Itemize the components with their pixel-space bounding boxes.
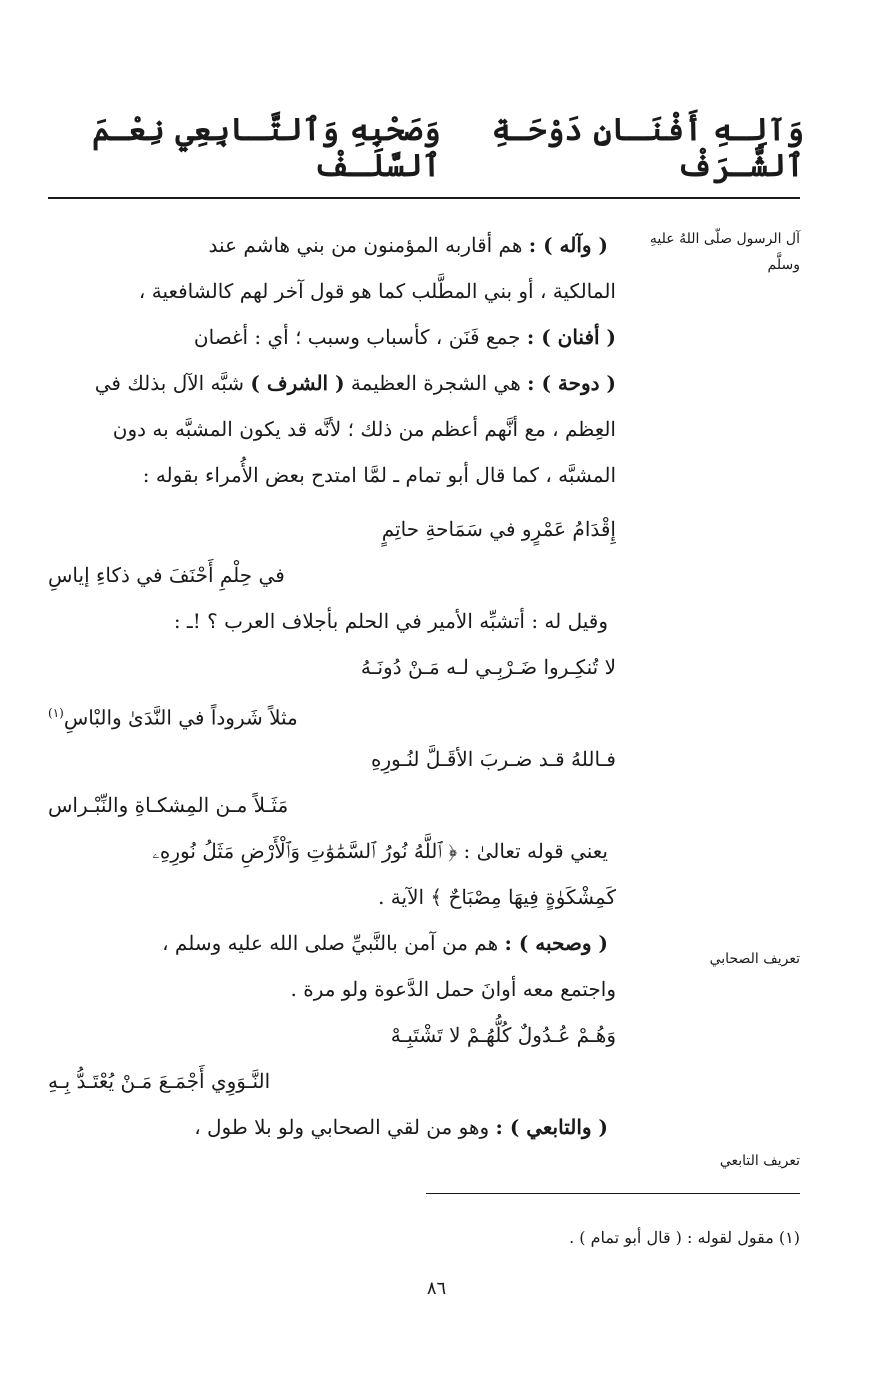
body-line: ( دوحة ) : هي الشجرة العظيمة ( الشرف ) شبَّه الآل بذلك في <box>94 371 616 395</box>
page-number: ٨٦ <box>426 1278 447 1299</box>
header-divider <box>48 197 800 199</box>
body-line: المالكية ، أو بني المطَّلب كما هو قول آخر لهم كالشافعية ، <box>138 279 616 303</box>
poem-line: لا تُنكِـروا ضَـرْبِـي لـه مَـنْ دُونَـهُ <box>360 655 616 679</box>
poem-line: فـاللهُ قـد ضـربَ الأقَـلَّ لنُـورِهِ <box>371 747 616 771</box>
footnote-number: (١) <box>778 1228 800 1247</box>
commentary-body <box>48 222 616 1150</box>
footnote-text: مقول لقوله : ( قال أبو تمام ) . <box>569 1228 774 1247</box>
body-line: المشبَّه ، كما قال أبو تمام ـ لمَّا امتدح بعض الأُمراء بقوله : <box>142 463 616 487</box>
poem-line: النَّـوَوِي أَجْمَـعَ مَـنْ يُعْتَـدُّ بِـهِ <box>48 1069 271 1093</box>
body-line: ( وآله ) : هم أقاربه المؤمنون من بني هاشم عند <box>208 233 608 257</box>
verse-right-hemistich: وَآلِـهِ أَفْنَـانِ دَوْحَـةِ ٱلشَّـرَفْ <box>491 112 804 184</box>
footnote-ref: (١) <box>48 706 64 720</box>
poem-line: مثلاً شَروداً في النَّدَىٰ والبْاسِ$^{(١)}$ <box>48 705 298 730</box>
body-line: ( أفنان ) : جمع فَنَن ، كأسباب وسبب ؛ أي : أغصان <box>193 325 616 349</box>
poem-line: مَثَـلاً مـن المِشكـاةِ والنِّبْـراس <box>48 793 289 817</box>
body-line: واجتمع معه أوانَ حمل الدَّعوة ولو مرة . <box>290 977 616 1001</box>
footnote-divider <box>426 1193 800 1194</box>
poem-line: وَهُـمْ عُـدُولٌ كُلُّهُـمْ لا تَشْتَبِـهْ <box>390 1023 616 1047</box>
margin-note-family: آل الرسول صلّى اللهُ عليهِ وسلَّم <box>649 231 800 273</box>
poem-line: في حِلْمِ أَحْنَفَ في ذكاءِ إياسِ <box>48 563 285 587</box>
margin-note-companion: تعريف الصحابي <box>709 951 800 967</box>
header-verse <box>48 112 804 184</box>
body-line: وقيل له : أتشبِّه الأمير في الحلم بأجلاف العرب ؟ !ـ : <box>173 609 608 633</box>
body-line: العِظم ، مع أنَّهم أعظم من ذلك ؛ لأنَّه قد يكون المشبَّه به دون <box>112 417 616 441</box>
body-line: كَمِشْكَوٰةٍ فِيهَا مِصْبَاحٌ ﴾ الآية . <box>378 885 616 909</box>
body-line: ( وصحبه ) : هم من آمن بالنَّبيِّ صلى الله عليه وسلم ، <box>162 931 608 955</box>
poem-line: إِقْدَامُ عَمْرٍو في سَمَاحةِ حاتِمٍ <box>381 517 616 541</box>
margin-note-follower: تعريف التابعي <box>719 1153 800 1169</box>
body-line: يعني قوله تعالىٰ : ﴿ ٱللَّهُ نُورُ ٱلسَّمَٰوَٰتِ وَٱلْأَرْضِ مَثَلُ نُورِهِۦ <box>152 839 608 863</box>
footnote <box>426 1228 800 1247</box>
body-line: ( والتابعي ) : وهو من لقي الصحابي ولو بلا طول ، <box>194 1115 608 1139</box>
verse-left-hemistich: وَصَحْبِهِ وَٱلتَّـابِعِي نِعْـمَ ٱلسَّلَـفْ <box>92 112 441 184</box>
